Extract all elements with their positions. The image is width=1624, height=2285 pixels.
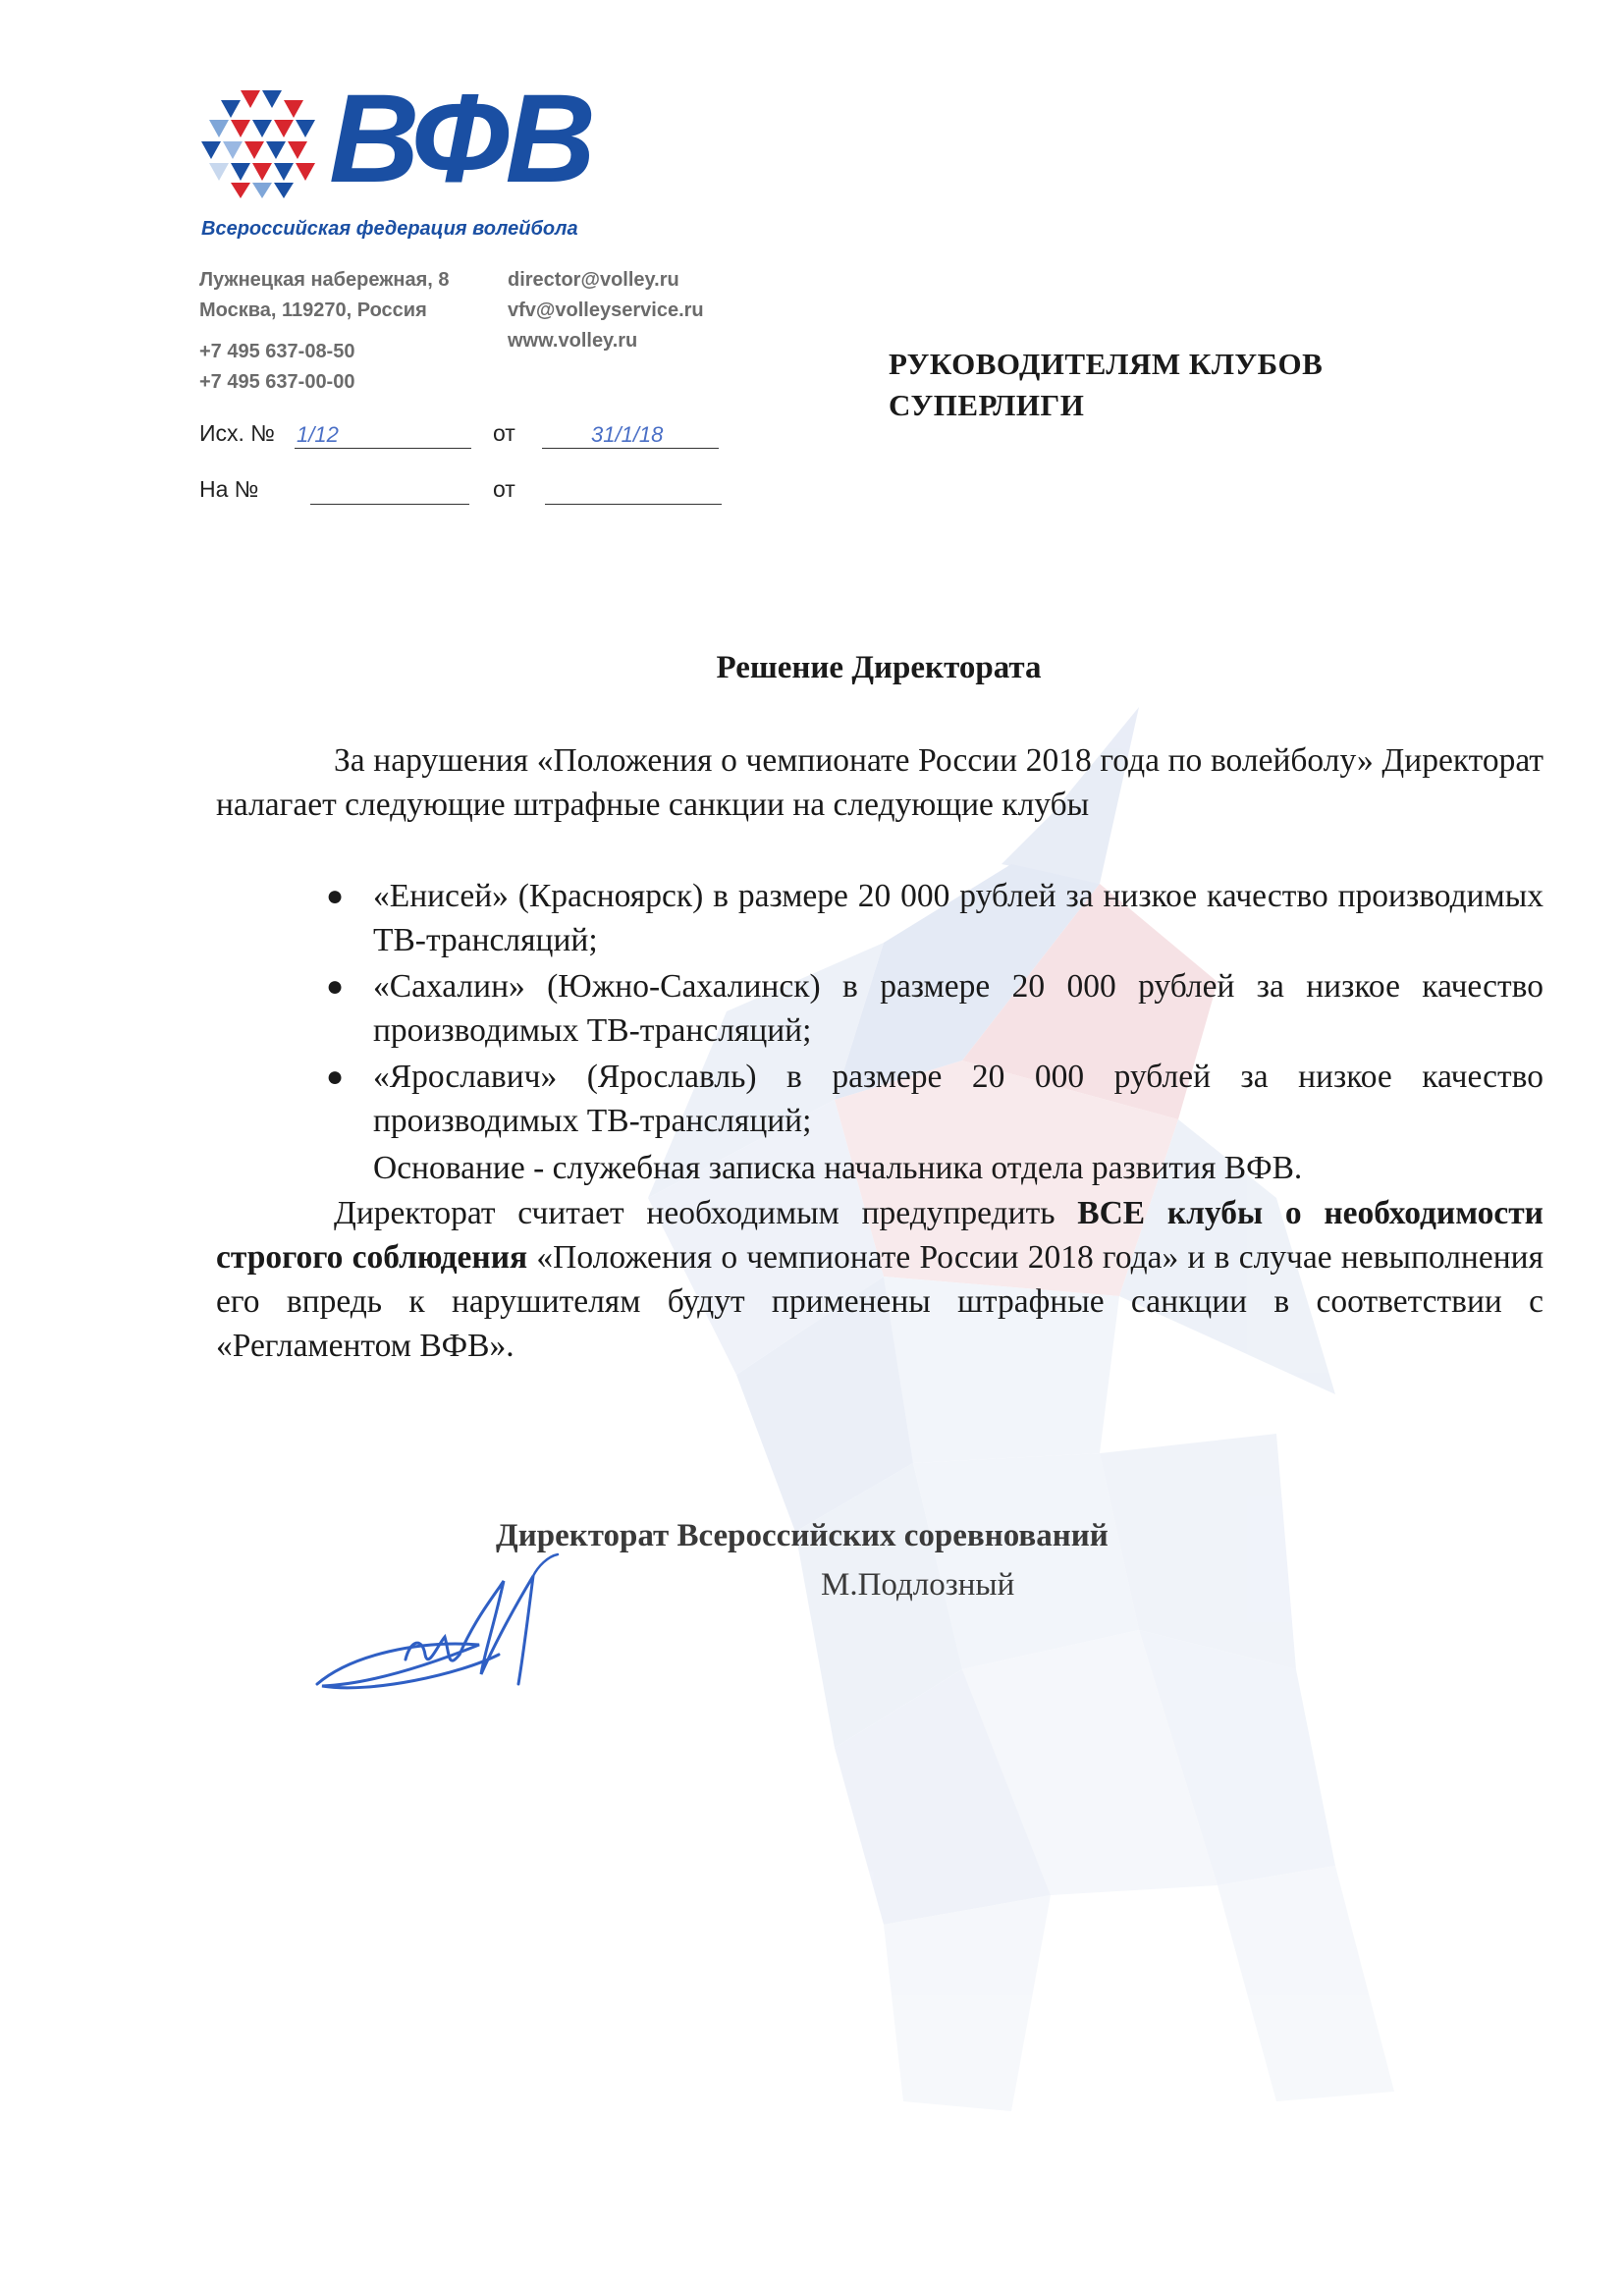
list-item [216, 1055, 1543, 1143]
email-director: director@volley.ru [508, 269, 679, 291]
sanctions-list [216, 874, 1543, 1145]
outgoing-number: 1/12 [297, 422, 339, 447]
incoming-date-label: от [493, 476, 515, 502]
document-title: Решение Директората [716, 650, 1042, 685]
bullet-icon: ● [326, 1061, 345, 1093]
list-item [216, 964, 1543, 1053]
vfv-logo-letters: ВФВ [329, 69, 592, 209]
sanction-text: «Сахалин» (Южно-Сахалинск) в размере 20 000 рублей за низкое качество производимых ТВ-трансляций; [373, 968, 1543, 1049]
intro-paragraph: За нарушения «Положения о чемпионате России 2018 года по волейболу» Директорат налагает следующие штрафные санкции на следующие клубы [216, 742, 1543, 823]
vfv-logo-mark [201, 90, 319, 198]
email-vfv: vfv@volleyservice.ru [508, 299, 704, 321]
outgoing-date-label: от [493, 420, 515, 446]
contacts-web [508, 265, 704, 356]
addressee [889, 344, 1323, 426]
list-item [216, 874, 1543, 962]
addressee-line-2: СУПЕРЛИГИ [889, 388, 1085, 422]
warning-bold: ВСЕ клубы о необходимости строгого соблюдения [216, 1195, 1543, 1276]
logo-tagline: Всероссийская федерация волейбола [201, 218, 578, 240]
incoming-number-line [310, 476, 469, 505]
signature-name: М.Подлозный [821, 1567, 1015, 1603]
outgoing-date: 31/1/18 [591, 422, 664, 447]
warning-end: «Положения о чемпионате России 2018 года» и в случае невыполнения его впредь к нарушителям будут применены штрафные санкции в соответствии с «Регламентом ВФВ». [216, 1239, 1543, 1364]
phone-2: +7 495 637-00-00 [199, 371, 355, 393]
sanction-text: «Ярославич» (Ярославль) в размере 20 000 рублей за низкое качество производимых ТВ-трансляций; [373, 1059, 1543, 1139]
incoming-number-label: На № [199, 476, 259, 502]
sanction-text: «Енисей» (Красноярск) в размере 20 000 рублей за низкое качество производимых ТВ-трансляций; [373, 878, 1543, 958]
bullet-icon: ● [326, 970, 345, 1003]
outgoing-number-label: Исх. № [199, 420, 275, 446]
basis-line: Основание - служебная записка начальника отдела развития ВФВ. [373, 1150, 1303, 1186]
handwritten-signature [312, 1547, 666, 1704]
address-line-2: Москва, 119270, Россия [199, 299, 427, 321]
address-line-1: Лужнецкая набережная, 8 [199, 269, 450, 291]
warning-start: Директорат считает необходимым предупредить [334, 1195, 1078, 1231]
contacts-address [199, 265, 449, 326]
phone-1: +7 495 637-08-50 [199, 341, 355, 362]
website: www.volley.ru [508, 330, 638, 352]
warning-paragraph [216, 1191, 1543, 1368]
bullet-icon: ● [326, 880, 345, 912]
incoming-date-line [545, 476, 722, 505]
outgoing-date-line [542, 420, 719, 449]
addressee-line-1: РУКОВОДИТЕЛЯМ КЛУБОВ [889, 347, 1324, 381]
signature-organization: Директорат Всероссийских соревнований [496, 1518, 1109, 1553]
contacts-phones [199, 337, 354, 398]
outgoing-number-line [295, 420, 471, 449]
